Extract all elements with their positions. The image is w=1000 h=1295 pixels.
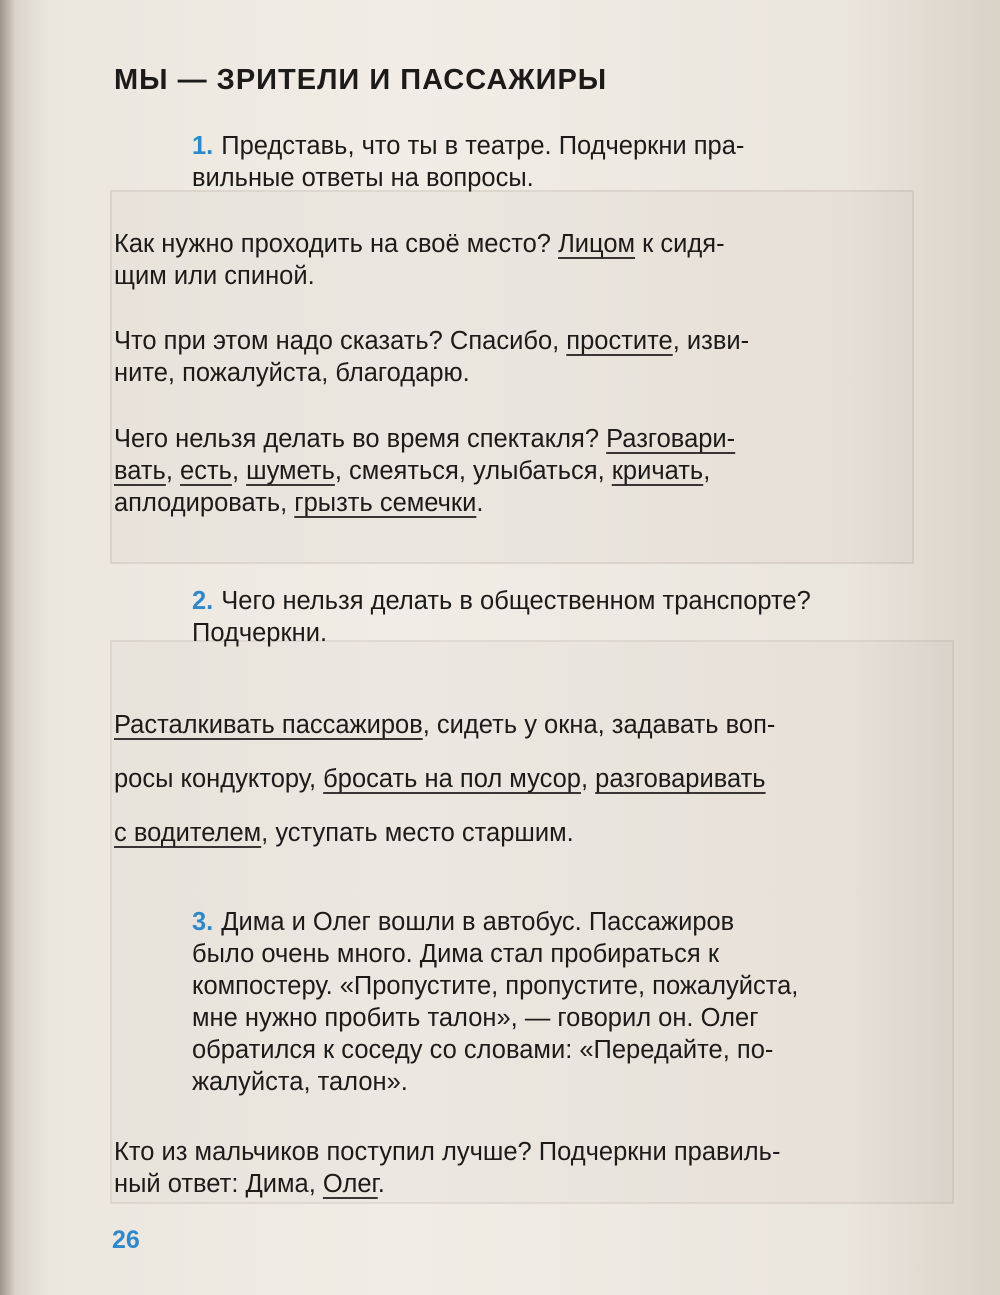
answer-underlined: шуметь (246, 457, 335, 485)
answer-underlined: Олег (322, 1170, 378, 1198)
answer-underlined: есть (180, 457, 232, 485)
answer-underlined: Расталкивать пассажиров (114, 711, 423, 739)
answer-underlined: кричать (611, 457, 704, 485)
task1-number: 1. (192, 132, 214, 160)
task1-prompt: 1. Представь, что ты в театре. Подчеркни пра- вильные ответы на вопросы. (192, 132, 745, 192)
task3-number: 3. (192, 908, 214, 936)
answer-underlined: Лицом (558, 230, 636, 258)
task3-text: 3. Дима и Олег вошли в автобус. Пассажиров было очень много. Дима стал пробираться к компостеру. «Пропустите, пропустите, пожалуйста, мне нужно пробить талон», — говорил он. Олег обратился к соседу со словами: «Передайте, по- жалуйста, талон». (192, 908, 799, 1096)
answer-underlined: с водителем (114, 819, 262, 847)
answer-underlined: вать (114, 457, 166, 485)
task2-number: 2. (192, 587, 214, 615)
answer-underlined: простите (566, 327, 673, 355)
page-number: 26 (112, 1226, 140, 1254)
answer-underlined: бросать на пол мусор (323, 765, 581, 793)
answer-underlined: Разговари- (606, 425, 736, 453)
page-title: МЫ — ЗРИТЕЛИ И ПАССАЖИРЫ (114, 64, 608, 96)
task3-question: Кто из мальчиков поступил лучше? Подчеркни правиль- ный ответ: Дима, Олег. (114, 1138, 781, 1198)
task2-prompt: 2. Чего нельзя делать в общественном транспорте? Подчеркни. (192, 587, 811, 647)
answer-underlined: грызть семечки (294, 489, 477, 517)
task2-answers: Расталкивать пассажиров, сидеть у окна, задавать воп- росы кондуктору, бросать на пол мусор, разговаривать с водителем, уступать место старшим. (114, 711, 776, 847)
task1-question-3: Чего нельзя делать во время спектакля? Разговари- вать, есть, шуметь, смеяться, улыбаться, кричать, аплодировать, грызть семечки. (114, 425, 736, 517)
book-spine (0, 0, 14, 1295)
answer-underlined: разговаривать (595, 765, 766, 793)
task1-question-1: Как нужно проходить на своё место? Лицом к сидя- щим или спиной. (114, 230, 725, 290)
task1-question-2: Что при этом надо сказать? Спасибо, простите, изви- ните, пожалуйста, благодарю. (114, 327, 750, 387)
